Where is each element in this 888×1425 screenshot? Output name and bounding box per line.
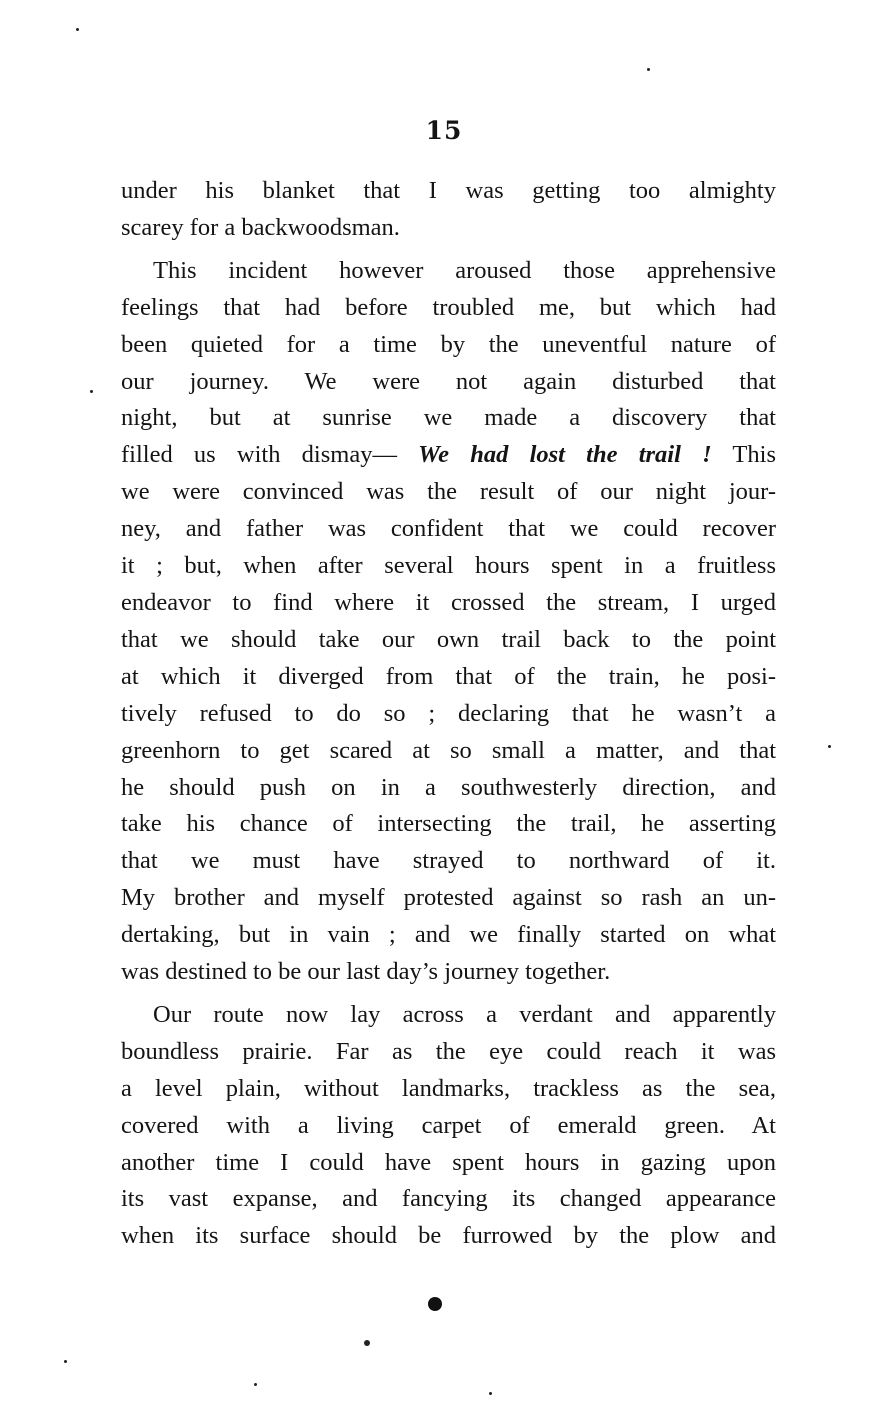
text-line: it ; but, when after several hours spent in a fruitless	[121, 552, 776, 580]
scan-speck	[489, 1392, 492, 1395]
scan-speck	[828, 745, 831, 748]
text-line: that we must have strayed to northward of it.	[121, 847, 776, 875]
scan-speck	[90, 390, 93, 393]
text-line-with-emphasis	[121, 437, 776, 474]
text-line: he should push on in a southwesterly direction, and	[121, 773, 776, 801]
text-line: boundless prairie. Far as the eye could reach it was	[121, 1037, 776, 1065]
text-line: endeavor to find where it crossed the stream, I urged	[121, 588, 776, 616]
text-line: Our route now lay across a verdant and apparently	[153, 1000, 776, 1028]
paragraph-2	[121, 253, 776, 991]
scan-speck	[64, 1360, 67, 1363]
text-line: another time I could have spent hours in gazing upon	[121, 1148, 776, 1176]
italic-emphasis: We had lost the trail !	[418, 441, 712, 469]
body-text	[121, 173, 776, 1255]
text-line: when its surface should be furrowed by the plow and	[121, 1222, 776, 1250]
text-line: dertaking, but in vain ; and we finally started on what	[121, 921, 776, 949]
text-line: covered with a living carpet of emerald green. At	[121, 1111, 776, 1139]
text-line: its vast expanse, and fancying its changed appearance	[121, 1185, 776, 1213]
scan-speck	[364, 1340, 370, 1346]
text-line: greenhorn to get scared at so small a matter, and that	[121, 736, 776, 764]
line-start: filled us with dismay—	[121, 441, 419, 469]
text-line: was destined to be our last day’s journey together.	[121, 958, 611, 986]
text-line: tively refused to do so ; declaring that he wasn’t a	[121, 699, 776, 727]
text-line: under his blanket that I was getting too almighty	[121, 177, 776, 204]
text-line: take his chance of intersecting the trail, he asserting	[121, 810, 776, 838]
text-line: a level plain, without landmarks, trackless as the sea,	[121, 1074, 776, 1102]
text-line: scarey for a backwoodsman.	[121, 213, 400, 241]
text-line: ney, and father was confident that we could recover	[121, 515, 776, 543]
text-line: we were convinced was the result of our night jour-	[121, 478, 776, 506]
printer-ornament-dot	[428, 1297, 442, 1311]
text-line: This incident however aroused those apprehensive	[153, 256, 776, 284]
paragraph-3	[121, 997, 776, 1255]
scan-speck	[647, 68, 650, 71]
text-line: feelings that had before troubled me, but which had	[121, 293, 776, 321]
text-line: our journey. We were not again disturbed that	[121, 367, 776, 395]
text-line: My brother and myself protested against so rash an un-	[121, 884, 776, 912]
text-line: that we should take our own trail back to the point	[121, 625, 776, 653]
line-end: This	[711, 441, 776, 469]
scan-speck	[76, 28, 79, 31]
page-number: 15	[425, 116, 463, 145]
text-line: at which it diverged from that of the train, he posi-	[121, 662, 776, 690]
scan-speck	[254, 1383, 257, 1386]
text-line: been quieted for a time by the uneventful nature of	[121, 330, 776, 358]
paragraph-1	[121, 173, 776, 247]
text-line: night, but at sunrise we made a discovery that	[121, 404, 776, 432]
